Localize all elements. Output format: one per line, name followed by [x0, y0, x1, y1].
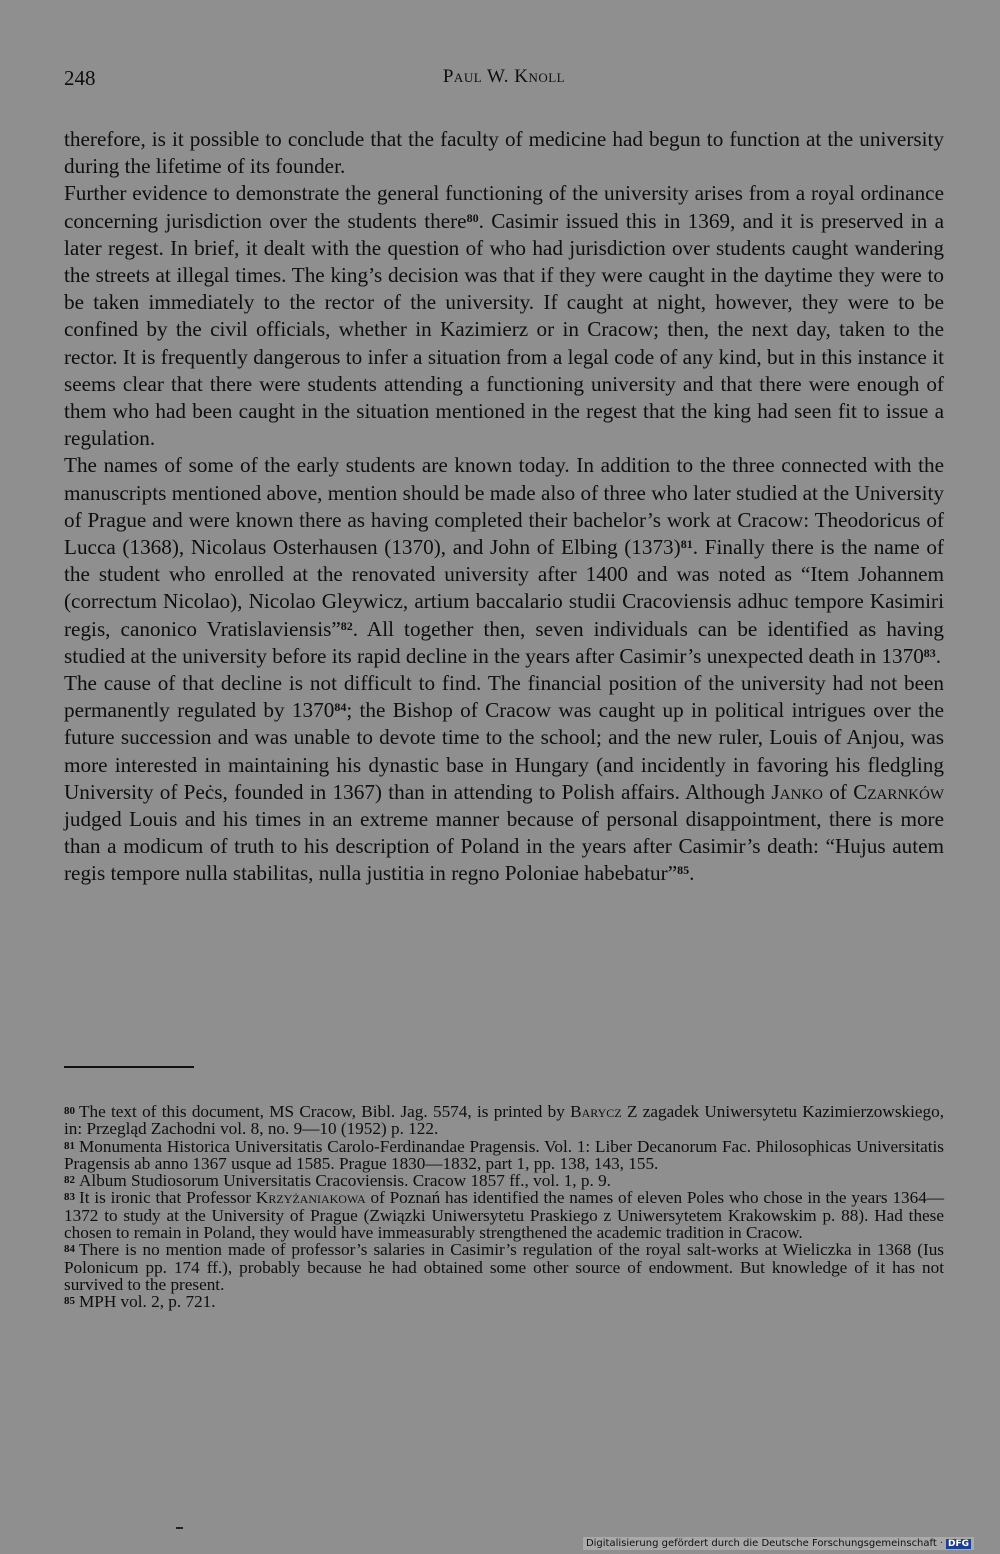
paragraph-4-text-d: judged Louis and his times in an extreme manner because of personal disappointment, there is more than a modicum of truth to his description of Poland in the years after Casimir’s death: “Hujus autem regis tempore nulla stabilitas, nulla justitia in regno Poloniae habebatur”: [64, 807, 944, 886]
footnote-ref-84[interactable]: 84: [334, 700, 347, 715]
paragraph-4-text-a: The cause of that decline is not difficult to find. The financial position of the university had not been permanently regulated by 1370: [64, 671, 944, 723]
footnote-text: The text of this document, MS Cracow, Bibl. Jag. 5574, is printed by: [79, 1102, 571, 1121]
footnote-text: Album Studiosorum Universitatis Cracoviensis. Cracow 1857 ff., vol. 1, p. 9.: [79, 1171, 611, 1191]
author-name-barycz: Barycz: [570, 1102, 622, 1121]
footnote-ref-83[interactable]: 83: [923, 645, 936, 660]
paragraph-4: [64, 670, 944, 888]
author-name-janko: Janko: [771, 779, 823, 804]
paragraph-3-text-c: . All together then, seven individuals can be identified as having studied at the university before its rapid decline in the years after Casimir’s unexpected death in 1370: [64, 616, 944, 668]
footnote-81: [64, 1138, 944, 1173]
paragraph-3-text-a: The names of some of the early students are known today. In addition to the three connected with the manuscripts mentioned above, mention should be made also of three who later studied at the University of Prague and were known there as having completed their bachelor’s work at Cracow: Theodoricus of Lucca (1368), Nicolaus Osterhausen (1370), and John of Elbing (1373): [64, 453, 944, 560]
footnote-85: [64, 1293, 944, 1310]
paragraph-3-text-d: .: [935, 643, 942, 668]
footnote-83: [64, 1189, 944, 1241]
footnote-ref-82[interactable]: 82: [340, 618, 353, 633]
footnote-text: Z zagadek Uniwersytetu Kazimierzowskiego, in: Przegląd Zachodni vol. 8, no. 9—10 (1952) p. 122.: [64, 1102, 944, 1139]
credit-text: Digitalisierung gefördert durch die Deutsche Forschungsgemeinschaft: [585, 1538, 937, 1549]
paragraph-2-text-b: . Casimir issued this in 1369, and it is preserved in a later regest. In brief, it dealt with the question of who had jurisdiction over students caught wandering the streets at illegal times. The king’s decision was that if they were caught in the daytime they were to be taken immediately to the rector of the university. If caught at night, however, they were to be confined by the civil officials, whether in Kazimierz or in Cracow; then, the next day, taken to the rector. It is frequently dangerous to infer a situation from a legal code of any kind, but in this instance it seems clear that there were students attending a functioning university and that there were enough of them who had been caught in the situation mentioned in the regest that the king had seen fit to issue a regulation.: [64, 208, 944, 451]
footnote-number: 80: [64, 1105, 75, 1117]
paragraph-3: [64, 452, 944, 670]
footnote-text: of Poznań has identified the names of eleven Poles who chose in the years 1364—1372 to study at the University of Prague (Związki Uniwersytetu Praskiego z Uniwersytetem Krakowskim p. 88). Had these chosen to remain in Poland, they would have immeasurably strengthened the academic tradition in Cracow.: [64, 1188, 945, 1243]
paragraph-3-text-b: . Finally there is the name of the student who enrolled at the renovated university after 1400 and was noted as “Item Johannem (correctum Nicolao), Nicolao Gleywicz, artium baccalario studii Cracoviensis adhuc tempore Kasimiri regis, canonico Vratislaviensis”: [64, 535, 944, 641]
running-head: Paul W. Knoll: [442, 66, 566, 87]
paragraph-4-text-c: of: [822, 779, 854, 804]
footnote-number: 81: [64, 1139, 75, 1152]
digitization-credit: [583, 1537, 974, 1550]
footnote-number: 84: [64, 1243, 75, 1256]
footnote-84: [64, 1241, 944, 1293]
paragraph-4-text-b: ; the Bishop of Cracow was caught up in political intrigues over the future succession and was unable to devote time to the school; and the new ruler, Louis of Anjou, was more interested in maintaining his dynastic base in Hungary (and incidently in favoring his fledgling University of Peċs, founded in 1367) than in attending to Polish affairs. Although: [64, 698, 944, 804]
paragraph-2: [64, 180, 944, 452]
footnote-ref-85[interactable]: 85: [677, 863, 690, 878]
body-text: [64, 126, 944, 888]
footnote-number: 85: [64, 1295, 75, 1308]
paragraph-2-text-a: Further evidence to demonstrate the general functioning of the university arises from a royal ordinance concerning jurisdiction over the students there: [64, 181, 944, 233]
author-name-krzyzaniakowa: Krzyżaniakowa: [255, 1188, 366, 1208]
footnote-text: It is ironic that Professor: [79, 1188, 256, 1208]
footnotes: [64, 1103, 944, 1311]
scan-mark: [176, 1527, 183, 1529]
dfg-logo-icon: DFG: [947, 1538, 969, 1549]
paragraph-1-text: therefore, is it possible to conclude that the faculty of medicine had begun to function at the university during the lifetime of its founder.: [64, 127, 944, 179]
footnote-text: There is no mention made of professor’s salaries in Casimir’s regulation of the royal salt-works at Wieliczka in 1368 (Ius Polonicum pp. 174 ff.), probably because he had obtained some other source of endowment. But knowledge of it has not survived to the present.: [64, 1240, 944, 1294]
author-name-czarnkow: Czarnków: [853, 779, 944, 804]
footnote-ref-81[interactable]: 81: [680, 537, 693, 552]
paragraph-4-text-e: .: [689, 861, 695, 886]
footnote-text: MPH vol. 2, p. 721.: [79, 1292, 216, 1312]
footnote-number: 83: [64, 1191, 75, 1204]
page-number: 248: [64, 66, 96, 90]
footnote-80: [64, 1103, 944, 1138]
footnote-82: [64, 1172, 944, 1189]
separator-dot: ·: [939, 1538, 943, 1549]
footnote-divider: [64, 1066, 194, 1068]
footnote-number: 82: [64, 1174, 75, 1187]
page-header: [64, 66, 944, 96]
footnote-ref-80[interactable]: 80: [466, 210, 479, 225]
paragraph-1: [64, 126, 944, 180]
footnote-text: Monumenta Historica Universitatis Carolo-Ferdinandae Pragensis. Vol. 1: Liber Decanorum Fac. Philosophicas Universitatis Pragensis ab anno 1367 usque ad 1585. Prague 1830—1832, part 1, pp. 138, 143, 155.: [64, 1136, 944, 1173]
